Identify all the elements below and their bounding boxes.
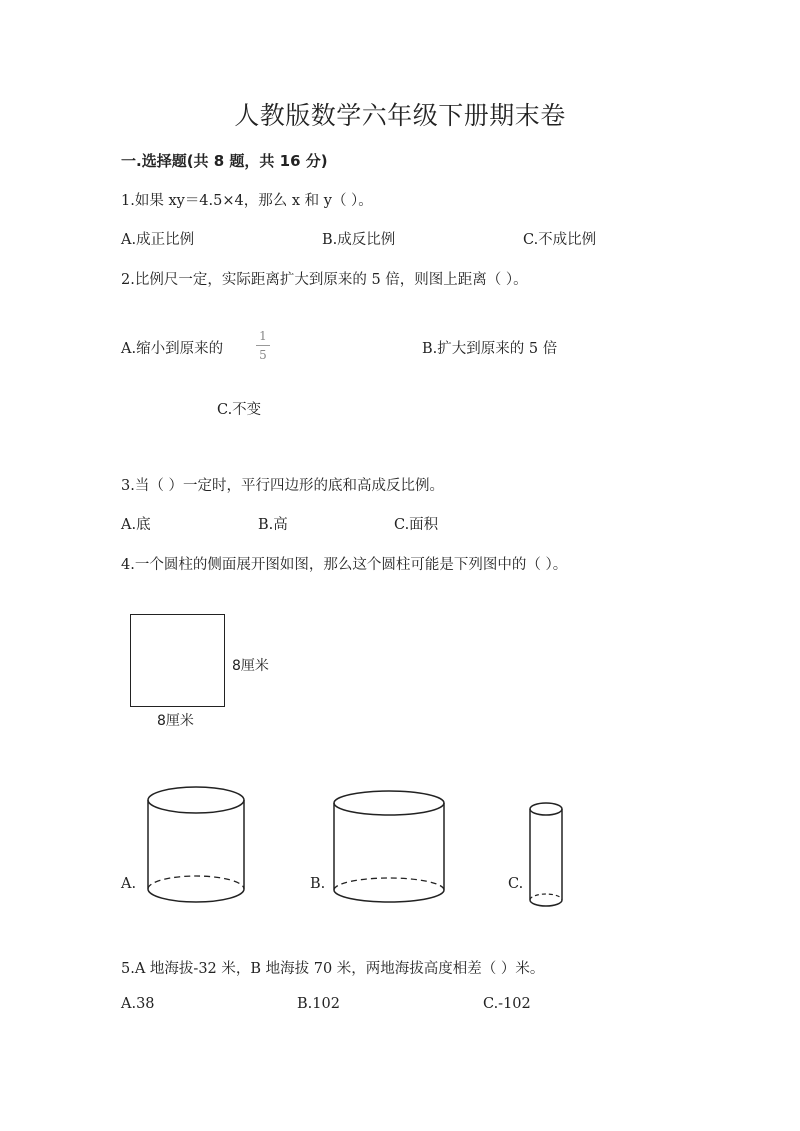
question-5-option-b[interactable]: B.102 xyxy=(297,996,340,1012)
square-bottom-label: 8厘米 xyxy=(157,713,194,729)
question-5-option-c[interactable]: C.-102 xyxy=(483,996,531,1012)
question-1-option-a[interactable]: A.成正比例 xyxy=(121,232,195,248)
question-5-stem: 5.A 地海拔-32 米，B 地海拔 70 米，两地海拔高度相差（ ）米。 xyxy=(121,961,545,977)
question-3-option-a[interactable]: A.底 xyxy=(121,517,151,533)
question-3-option-b[interactable]: B.高 xyxy=(258,517,288,533)
section-heading: 一.选择题(共 8 题，共 16 分) xyxy=(121,152,328,170)
cylinder-b-figure[interactable] xyxy=(331,788,447,908)
question-5-option-a[interactable]: A.38 xyxy=(121,996,155,1012)
question-4-option-b[interactable]: B. xyxy=(310,876,326,892)
fraction-bar xyxy=(256,345,270,346)
lateral-surface-square xyxy=(130,614,225,707)
question-1-option-b[interactable]: B.成反比例 xyxy=(322,232,396,248)
fraction-denominator: 5 xyxy=(259,348,267,362)
question-3-stem: 3.当（ ）一定时，平行四边形的底和高成反比例。 xyxy=(121,478,444,494)
question-4-option-c[interactable]: C. xyxy=(508,876,524,892)
square-side-label: 8厘米 xyxy=(232,658,269,674)
question-2-option-c[interactable]: C.不变 xyxy=(217,402,262,418)
cylinder-c-figure[interactable] xyxy=(527,800,565,912)
cylinder-a-figure[interactable] xyxy=(145,785,247,905)
question-4-option-a[interactable]: A. xyxy=(121,876,137,892)
question-2-stem: 2.比例尺一定，实际距离扩大到原来的 5 倍，则图上距离（ ）。 xyxy=(121,272,528,288)
question-1-option-c[interactable]: C.不成比例 xyxy=(523,232,597,248)
fraction-one-fifth xyxy=(256,329,270,362)
question-2-option-a[interactable]: A.缩小到原来的 xyxy=(121,341,224,357)
question-1-stem: 1.如果 xy＝4.5×4，那么 x 和 y（ ）。 xyxy=(121,193,373,209)
page-title: 人教版数学六年级下册期末卷 xyxy=(234,101,566,130)
question-2-option-b[interactable]: B.扩大到原来的 5 倍 xyxy=(422,341,558,357)
question-3-option-c[interactable]: C.面积 xyxy=(394,517,439,533)
fraction-numerator: 1 xyxy=(259,329,267,343)
question-4-stem: 4.一个圆柱的侧面展开图如图，那么这个圆柱可能是下列图中的（ ）。 xyxy=(121,557,568,573)
